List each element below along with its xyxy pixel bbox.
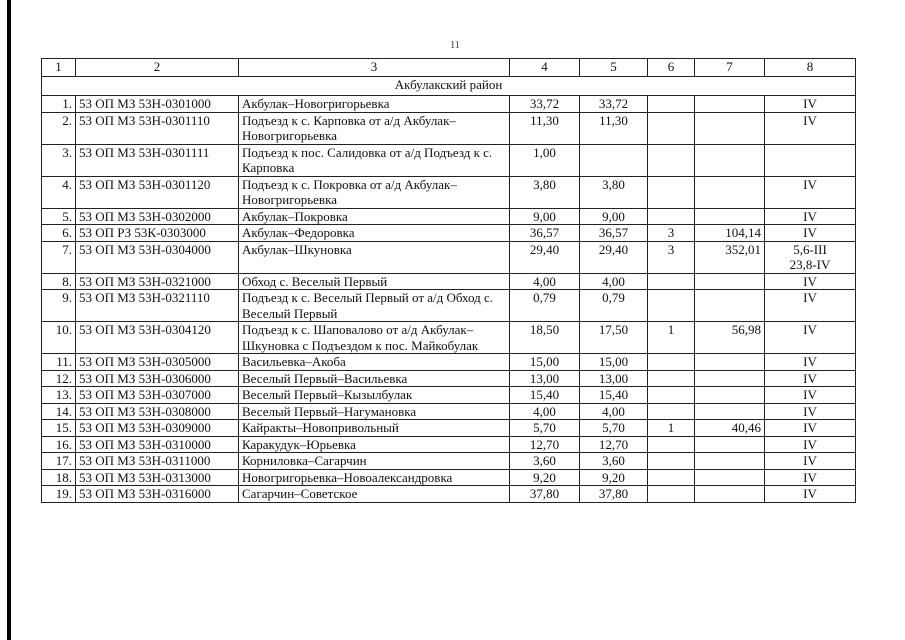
road-code: 53 ОП МЗ 53Н-0311000 xyxy=(76,453,239,470)
table-row xyxy=(42,420,856,437)
column-5-value: 9,20 xyxy=(580,469,648,486)
column-7-value: 56,98 xyxy=(695,322,765,354)
column-6-value xyxy=(648,112,695,144)
table-row xyxy=(42,436,856,453)
column-6-value xyxy=(648,176,695,208)
column-7-value xyxy=(695,144,765,176)
road-category: IV xyxy=(765,403,856,420)
column-6-value xyxy=(648,486,695,503)
road-category: IV xyxy=(765,208,856,225)
table-row xyxy=(42,403,856,420)
road-category: 5,6-III 23,8-IV xyxy=(765,241,856,273)
column-4-value: 1,00 xyxy=(510,144,580,176)
column-4-value: 3,60 xyxy=(510,453,580,470)
column-5-value: 9,00 xyxy=(580,208,648,225)
table-row xyxy=(42,290,856,322)
column-6-value: 3 xyxy=(648,241,695,273)
road-name: Веселый Первый–Нагумановка xyxy=(239,403,510,420)
road-code: 53 ОП МЗ 53Н-0304120 xyxy=(76,322,239,354)
column-4-value: 12,70 xyxy=(510,436,580,453)
road-code: 53 ОП МЗ 53Н-0302000 xyxy=(76,208,239,225)
column-6-value xyxy=(648,273,695,290)
table-row xyxy=(42,453,856,470)
road-category: IV xyxy=(765,96,856,113)
row-number: 2. xyxy=(42,112,76,144)
column-5-value: 15,00 xyxy=(580,354,648,371)
road-category: IV xyxy=(765,453,856,470)
road-name: Подъезд к пос. Салидовка от а/д Подъезд к с. Карповка xyxy=(239,144,510,176)
row-number: 19. xyxy=(42,486,76,503)
column-number: 6 xyxy=(648,59,695,77)
table-row xyxy=(42,176,856,208)
road-code: 53 ОП МЗ 53Н-0301000 xyxy=(76,96,239,113)
column-7-value xyxy=(695,387,765,404)
column-7-value xyxy=(695,453,765,470)
left-edge-rule xyxy=(7,0,11,640)
row-number: 7. xyxy=(42,241,76,273)
column-5-value: 5,70 xyxy=(580,420,648,437)
column-5-value: 11,30 xyxy=(580,112,648,144)
road-name: Подъезд к с. Веселый Первый от а/д Обход с. Веселый Первый xyxy=(239,290,510,322)
column-4-value: 18,50 xyxy=(510,322,580,354)
row-number: 15. xyxy=(42,420,76,437)
roads-table xyxy=(41,58,856,503)
column-5-value: 13,00 xyxy=(580,370,648,387)
column-6-value: 1 xyxy=(648,322,695,354)
table-row xyxy=(42,354,856,371)
road-code: 53 ОП МЗ 53Н-0306000 xyxy=(76,370,239,387)
row-number: 12. xyxy=(42,370,76,387)
column-5-value: 12,70 xyxy=(580,436,648,453)
column-6-value xyxy=(648,469,695,486)
road-name: Подъезд к с. Покровка от а/д Акбулак–Новогригорьевка xyxy=(239,176,510,208)
column-7-value xyxy=(695,208,765,225)
road-code: 53 ОП МЗ 53Н-0321110 xyxy=(76,290,239,322)
column-4-value: 15,00 xyxy=(510,354,580,371)
column-6-value xyxy=(648,436,695,453)
row-number: 9. xyxy=(42,290,76,322)
region-row xyxy=(42,77,856,96)
table-row xyxy=(42,225,856,242)
column-7-value: 352,01 xyxy=(695,241,765,273)
column-4-value: 13,00 xyxy=(510,370,580,387)
row-number: 13. xyxy=(42,387,76,404)
road-name: Кайракты–Новопривольный xyxy=(239,420,510,437)
road-name: Акбулак–Шкуновка xyxy=(239,241,510,273)
row-number: 16. xyxy=(42,436,76,453)
table-row xyxy=(42,241,856,273)
column-number: 1 xyxy=(42,59,76,77)
column-5-value: 4,00 xyxy=(580,403,648,420)
table-row xyxy=(42,387,856,404)
road-name: Новогригорьевка–Новоалександровка xyxy=(239,469,510,486)
road-code: 53 ОП МЗ 53Н-0316000 xyxy=(76,486,239,503)
column-number: 7 xyxy=(695,59,765,77)
column-7-value xyxy=(695,176,765,208)
road-category: IV xyxy=(765,436,856,453)
column-number: 3 xyxy=(239,59,510,77)
road-name: Васильевка–Акоба xyxy=(239,354,510,371)
column-5-value xyxy=(580,144,648,176)
table-row xyxy=(42,96,856,113)
column-4-value: 3,80 xyxy=(510,176,580,208)
row-number: 4. xyxy=(42,176,76,208)
road-name: Подъезд к с. Шаповалово от а/д Акбулак–Шкуновка с Подъездом к пос. Майкобулак xyxy=(239,322,510,354)
road-code: 53 ОП МЗ 53Н-0321000 xyxy=(76,273,239,290)
column-4-value: 0,79 xyxy=(510,290,580,322)
column-4-value: 9,00 xyxy=(510,208,580,225)
road-category: IV xyxy=(765,112,856,144)
column-6-value: 1 xyxy=(648,420,695,437)
road-code: 53 ОП МЗ 53Н-0301120 xyxy=(76,176,239,208)
column-7-value xyxy=(695,354,765,371)
column-4-value: 5,70 xyxy=(510,420,580,437)
column-number: 4 xyxy=(510,59,580,77)
table-row xyxy=(42,112,856,144)
row-number: 3. xyxy=(42,144,76,176)
column-7-value xyxy=(695,469,765,486)
column-5-value: 36,57 xyxy=(580,225,648,242)
road-category: IV xyxy=(765,225,856,242)
column-6-value xyxy=(648,403,695,420)
column-6-value xyxy=(648,387,695,404)
road-name: Акбулак–Новогригорьевка xyxy=(239,96,510,113)
column-6-value xyxy=(648,96,695,113)
column-5-value: 17,50 xyxy=(580,322,648,354)
column-5-value: 15,40 xyxy=(580,387,648,404)
road-name: Каракудук–Юрьевка xyxy=(239,436,510,453)
road-name: Веселый Первый–Кызылбулак xyxy=(239,387,510,404)
road-code: 53 ОП МЗ 53Н-0301110 xyxy=(76,112,239,144)
road-code: 53 ОП МЗ 53Н-0304000 xyxy=(76,241,239,273)
column-7-value xyxy=(695,403,765,420)
page-number: 11 xyxy=(450,40,460,51)
road-code: 53 ОП РЗ 53К-0303000 xyxy=(76,225,239,242)
column-7-value xyxy=(695,370,765,387)
column-6-value: 3 xyxy=(648,225,695,242)
column-4-value: 4,00 xyxy=(510,273,580,290)
table-row xyxy=(42,370,856,387)
road-code: 53 ОП МЗ 53Н-0310000 xyxy=(76,436,239,453)
row-number: 1. xyxy=(42,96,76,113)
column-4-value: 15,40 xyxy=(510,387,580,404)
road-category xyxy=(765,144,856,176)
column-4-value: 29,40 xyxy=(510,241,580,273)
column-5-value: 3,80 xyxy=(580,176,648,208)
road-code: 53 ОП МЗ 53Н-0305000 xyxy=(76,354,239,371)
table-row xyxy=(42,322,856,354)
column-6-value xyxy=(648,208,695,225)
row-number: 6. xyxy=(42,225,76,242)
road-category: IV xyxy=(765,420,856,437)
column-5-value: 29,40 xyxy=(580,241,648,273)
road-name: Акбулак–Федоровка xyxy=(239,225,510,242)
road-name: Корниловка–Сагарчин xyxy=(239,453,510,470)
column-7-value xyxy=(695,436,765,453)
road-name: Сагарчин–Советское xyxy=(239,486,510,503)
road-category: IV xyxy=(765,387,856,404)
column-5-value: 3,60 xyxy=(580,453,648,470)
row-number: 5. xyxy=(42,208,76,225)
column-6-value xyxy=(648,354,695,371)
column-5-value: 4,00 xyxy=(580,273,648,290)
table-row xyxy=(42,144,856,176)
column-7-value xyxy=(695,112,765,144)
column-6-value xyxy=(648,453,695,470)
road-category: IV xyxy=(765,273,856,290)
table-row xyxy=(42,469,856,486)
road-category: IV xyxy=(765,354,856,371)
column-7-value: 104,14 xyxy=(695,225,765,242)
road-code: 53 ОП МЗ 53Н-0309000 xyxy=(76,420,239,437)
road-code: 53 ОП МЗ 53Н-0313000 xyxy=(76,469,239,486)
road-name: Обход с. Веселый Первый xyxy=(239,273,510,290)
region-title: Акбулакский район xyxy=(42,77,856,96)
road-category: IV xyxy=(765,370,856,387)
table-row xyxy=(42,486,856,503)
column-5-value: 37,80 xyxy=(580,486,648,503)
road-category: IV xyxy=(765,322,856,354)
column-7-value xyxy=(695,290,765,322)
road-name: Акбулак–Покровка xyxy=(239,208,510,225)
road-name: Подъезд к с. Карповка от а/д Акбулак–Новогригорьевка xyxy=(239,112,510,144)
row-number: 17. xyxy=(42,453,76,470)
road-code: 53 ОП МЗ 53Н-0308000 xyxy=(76,403,239,420)
column-6-value xyxy=(648,290,695,322)
column-4-value: 33,72 xyxy=(510,96,580,113)
row-number: 18. xyxy=(42,469,76,486)
table-row xyxy=(42,273,856,290)
column-number: 2 xyxy=(76,59,239,77)
column-7-value: 40,46 xyxy=(695,420,765,437)
column-7-value xyxy=(695,486,765,503)
column-number: 5 xyxy=(580,59,648,77)
column-number: 8 xyxy=(765,59,856,77)
column-4-value: 11,30 xyxy=(510,112,580,144)
road-category: IV xyxy=(765,486,856,503)
road-category: IV xyxy=(765,469,856,486)
column-6-value xyxy=(648,370,695,387)
row-number: 11. xyxy=(42,354,76,371)
column-6-value xyxy=(648,144,695,176)
road-name: Веселый Первый–Васильевка xyxy=(239,370,510,387)
row-number: 10. xyxy=(42,322,76,354)
road-code: 53 ОП МЗ 53Н-0307000 xyxy=(76,387,239,404)
column-5-value: 0,79 xyxy=(580,290,648,322)
column-number-row xyxy=(42,59,856,77)
column-5-value: 33,72 xyxy=(580,96,648,113)
row-number: 8. xyxy=(42,273,76,290)
column-4-value: 36,57 xyxy=(510,225,580,242)
road-code: 53 ОП МЗ 53Н-0301111 xyxy=(76,144,239,176)
row-number: 14. xyxy=(42,403,76,420)
road-category: IV xyxy=(765,176,856,208)
column-7-value xyxy=(695,273,765,290)
column-4-value: 9,20 xyxy=(510,469,580,486)
table-row xyxy=(42,208,856,225)
column-7-value xyxy=(695,96,765,113)
column-4-value: 37,80 xyxy=(510,486,580,503)
table-body xyxy=(42,59,856,503)
road-category: IV xyxy=(765,290,856,322)
column-4-value: 4,00 xyxy=(510,403,580,420)
